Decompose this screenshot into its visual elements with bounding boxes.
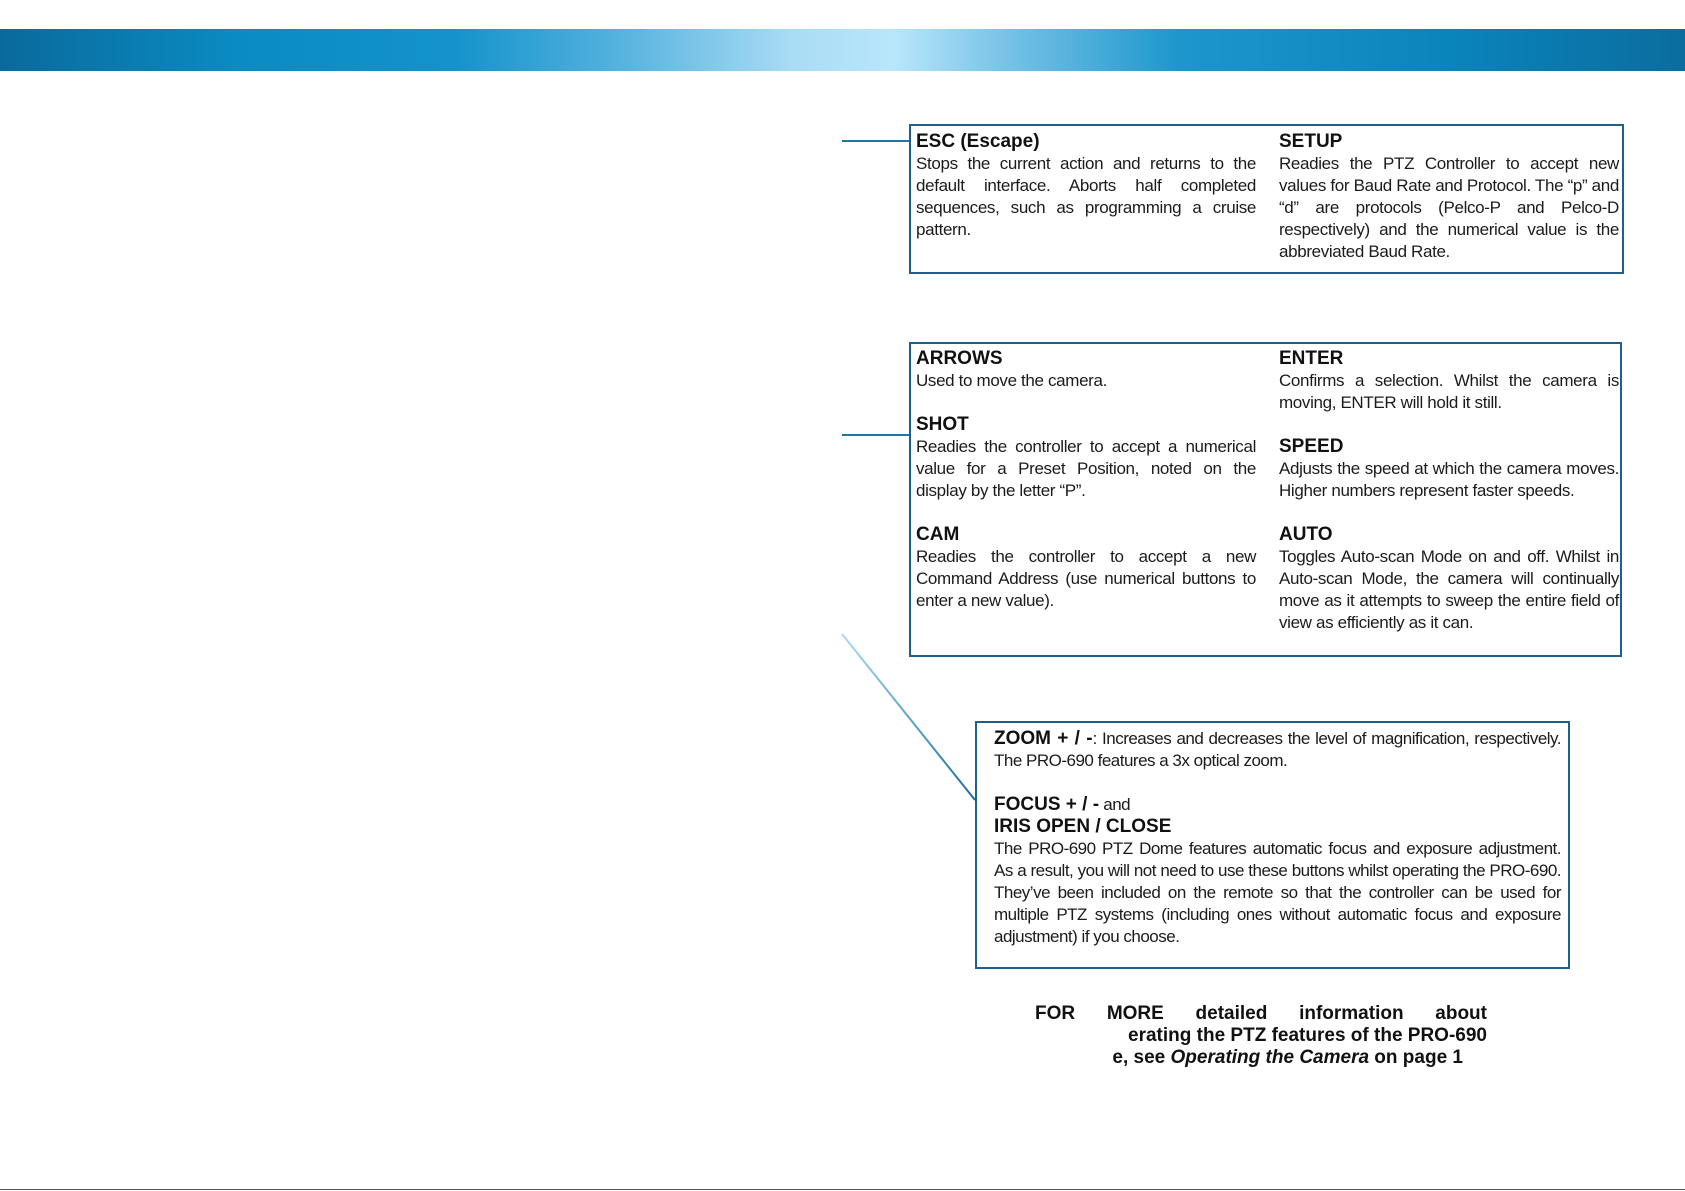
more-info-see: e, see — [1112, 1047, 1171, 1068]
navigation-keys-box — [909, 342, 1622, 657]
right-keys-column — [1279, 348, 1619, 634]
auto-heading: AUTO — [1279, 524, 1333, 545]
speed-block — [1279, 436, 1619, 502]
shot-description: Readies the controller to accept a numerical value for a Preset Position, noted on the display by the letter “P”. — [916, 437, 1256, 500]
more-info-line-2: erating the PTZ features of the PRO-690 — [1128, 1025, 1487, 1046]
esc-setup-box — [909, 124, 1624, 274]
iris-heading: IRIS OPEN / CLOSE — [994, 816, 1172, 837]
bottom-rule — [0, 1189, 1685, 1190]
left-keys-column — [916, 348, 1256, 612]
focus-heading: FOCUS + / - — [994, 794, 1100, 815]
setup-column — [1279, 131, 1619, 263]
speed-description: Adjusts the speed at which the camera moves. Higher numbers represent faster speeds. — [1279, 459, 1619, 500]
setup-description: Readies the PTZ Controller to accept new values for Baud Rate and Protocol. The “p” and “d” are protocols (Pelco-P and Pelco-D respectively) and the numerical value is the abbreviated Baud Rate. — [1279, 154, 1619, 261]
more-info-line-3 — [1035, 1047, 1487, 1069]
cam-heading: CAM — [916, 524, 960, 545]
cam-description: Readies the controller to accept a new Command Address (use numerical buttons to enter a new value). — [916, 547, 1256, 610]
arrows-description: Used to move the camera. — [916, 371, 1107, 390]
more-info-note — [1035, 1003, 1487, 1069]
focus-iris-description: The PRO-690 PTZ Dome features automatic focus and exposure adjustment. As a result, you will not need to use these buttons whilst operating the PRO-690. They’ve been included on the remote so that the controller can be used for multiple PTZ systems (including ones without automatic focus and exposure adjustment) if you choose. — [994, 839, 1561, 946]
esc-heading: ESC (Escape) — [916, 131, 1040, 152]
zoom-heading: ZOOM + / - — [994, 728, 1093, 749]
more-info-line-1: FOR MORE detailed information about — [1035, 1003, 1487, 1024]
shot-block — [916, 414, 1256, 502]
auto-block — [1279, 524, 1619, 634]
esc-column — [916, 131, 1256, 241]
shot-heading: SHOT — [916, 414, 969, 435]
auto-description: Toggles Auto-scan Mode on and off. Whilst in Auto-scan Mode, the camera will continually move as it attempts to sweep the entire field of view as efficiently as it can. — [1279, 547, 1619, 632]
arrows-heading: ARROWS — [916, 348, 1003, 369]
setup-heading: SETUP — [1279, 131, 1343, 152]
cam-block — [916, 524, 1256, 612]
arrows-block — [916, 348, 1256, 392]
zoom-paragraph — [994, 728, 1561, 772]
zoom-focus-column — [994, 728, 1561, 948]
zoom-description: : Increases and decreases the level of magnification, respectively. The PRO-690 features a 3x optical zoom. — [994, 729, 1562, 770]
focus-and: and — [1099, 795, 1131, 814]
enter-description: Confirms a selection. Whilst the camera is moving, ENTER will hold it still. — [1279, 371, 1619, 412]
zoom-focus-box — [975, 721, 1570, 969]
enter-heading: ENTER — [1279, 348, 1344, 369]
enter-block — [1279, 348, 1619, 414]
more-info-page: on page 1 — [1369, 1047, 1463, 1068]
operating-camera-reference[interactable]: Operating the Camera — [1170, 1047, 1370, 1068]
focus-heading-line — [994, 794, 1561, 816]
speed-heading: SPEED — [1279, 436, 1344, 457]
esc-description: Stops the current action and returns to the default interface. Aborts half completed sequences, such as programming a cruise pattern. — [916, 154, 1256, 239]
